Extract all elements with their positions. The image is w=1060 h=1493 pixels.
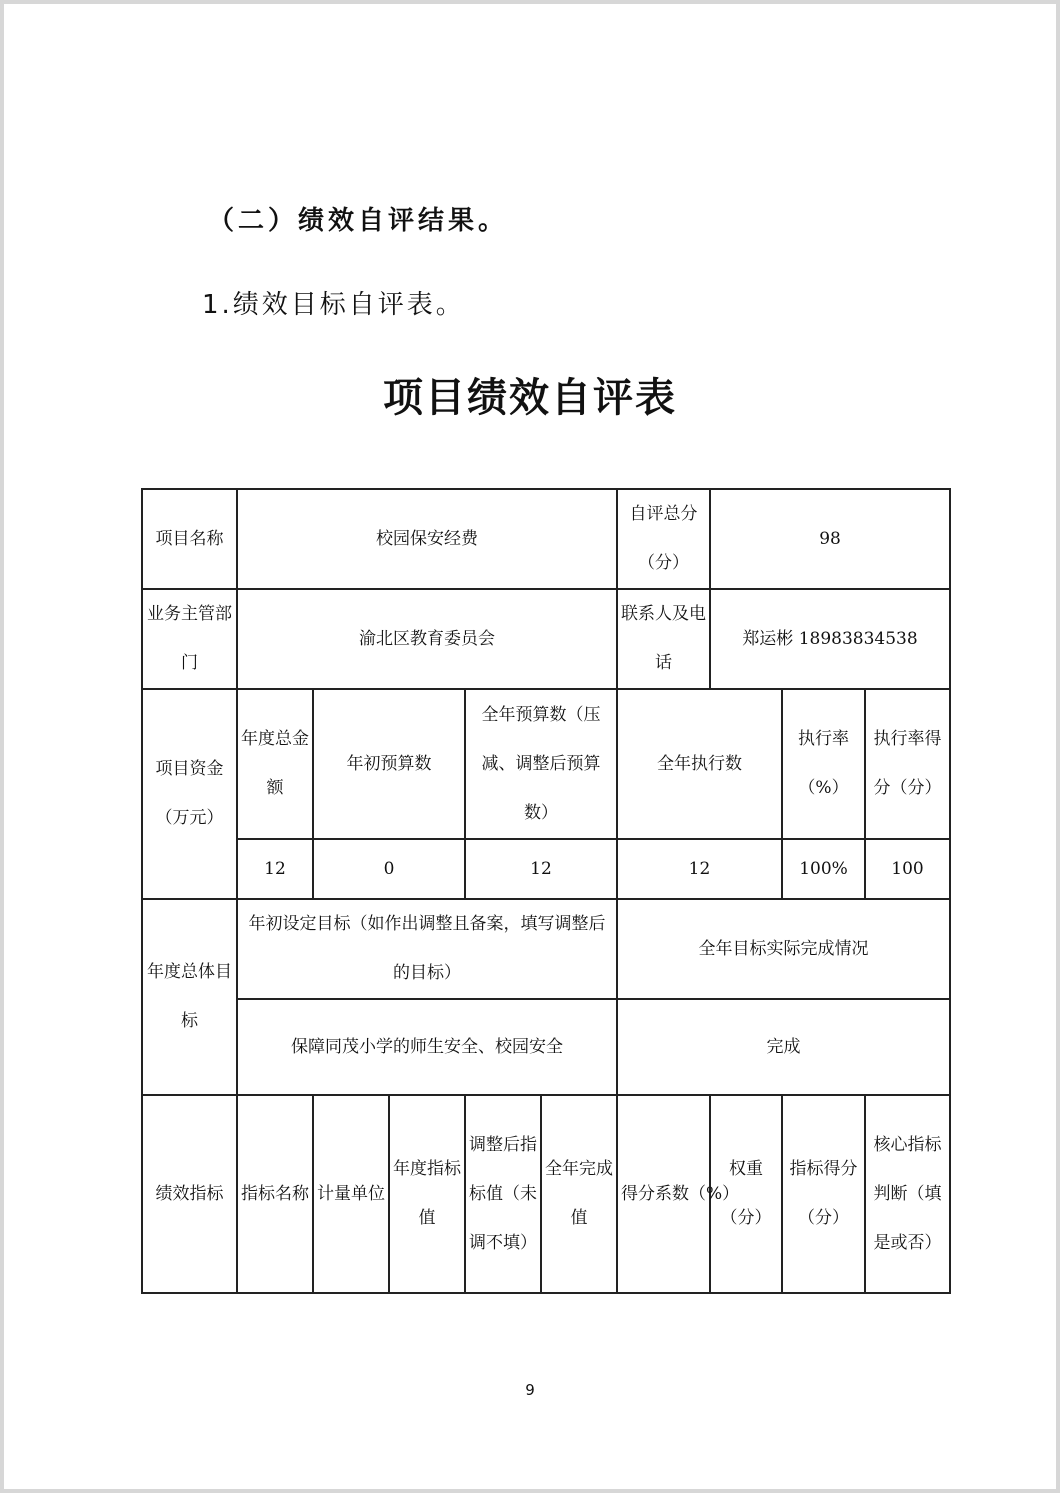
subsection-heading: 1.绩效目标自评表。 — [202, 290, 465, 320]
project-name-value: 校园保安经费 — [237, 489, 617, 589]
funds-value-execution-rate: 100% — [782, 839, 865, 899]
table-row — [142, 489, 950, 589]
funds-value-rate-score: 100 — [865, 839, 950, 899]
department-label: 业务主管部门 — [142, 589, 237, 689]
indicator-header-name: 指标名称 — [237, 1095, 313, 1293]
table-row — [142, 589, 950, 689]
goal-set-header: 年初设定目标（如作出调整且备案，填写调整后的目标） — [237, 899, 617, 999]
funds-value-adjusted-budget: 12 — [465, 839, 617, 899]
project-name-label: 项目名称 — [142, 489, 237, 589]
goal-actual-value: 完成 — [617, 999, 950, 1095]
performance-evaluation-table — [141, 488, 951, 1294]
indicator-header-score-coefficient: 得分系数（%） — [617, 1095, 710, 1293]
table-row — [142, 689, 950, 839]
funds-header-executed: 全年执行数 — [617, 689, 782, 839]
indicator-header-weight: 权重（分） — [710, 1095, 782, 1293]
funds-header-annual-total: 年度总金额 — [237, 689, 313, 839]
department-value: 渝北区教育委员会 — [237, 589, 617, 689]
total-score-label: 自评总分（分） — [617, 489, 710, 589]
goal-label: 年度总体目标 — [142, 899, 237, 1095]
document-page — [4, 4, 1056, 1489]
page-number: 9 — [525, 1381, 535, 1399]
funds-header-execution-rate: 执行率（%） — [782, 689, 865, 839]
indicator-header-unit: 计量单位 — [313, 1095, 389, 1293]
funds-value-initial-budget: 0 — [313, 839, 465, 899]
table-row — [142, 1095, 950, 1293]
funds-value-annual-total: 12 — [237, 839, 313, 899]
indicator-header-score: 指标得分（分） — [782, 1095, 865, 1293]
indicator-header-completed-value: 全年完成值 — [541, 1095, 617, 1293]
funds-header-initial-budget: 年初预算数 — [313, 689, 465, 839]
indicator-header-core-flag: 核心指标判断（填是或否） — [865, 1095, 950, 1293]
funds-header-rate-score: 执行率得分（分） — [865, 689, 950, 839]
table-title: 项目绩效自评表 — [383, 375, 677, 421]
indicator-header-adjusted-value: 调整后指标值（未调不填） — [465, 1095, 541, 1293]
table-row — [142, 839, 950, 899]
table-row — [142, 999, 950, 1095]
funds-header-adjusted-budget: 全年预算数（压减、调整后预算数） — [465, 689, 617, 839]
total-score-value: 98 — [710, 489, 950, 589]
funds-label: 项目资金（万元） — [142, 689, 237, 899]
section-heading: （二）绩效自评结果。 — [208, 206, 509, 236]
indicator-header-annual-value: 年度指标值 — [389, 1095, 465, 1293]
goal-set-value: 保障同茂小学的师生安全、校园安全 — [237, 999, 617, 1095]
funds-value-executed: 12 — [617, 839, 782, 899]
goal-actual-header: 全年目标实际完成情况 — [617, 899, 950, 999]
indicator-label: 绩效指标 — [142, 1095, 237, 1293]
table-row — [142, 899, 950, 999]
contact-label: 联系人及电话 — [617, 589, 710, 689]
contact-value: 郑运彬 18983834538 — [710, 589, 950, 689]
